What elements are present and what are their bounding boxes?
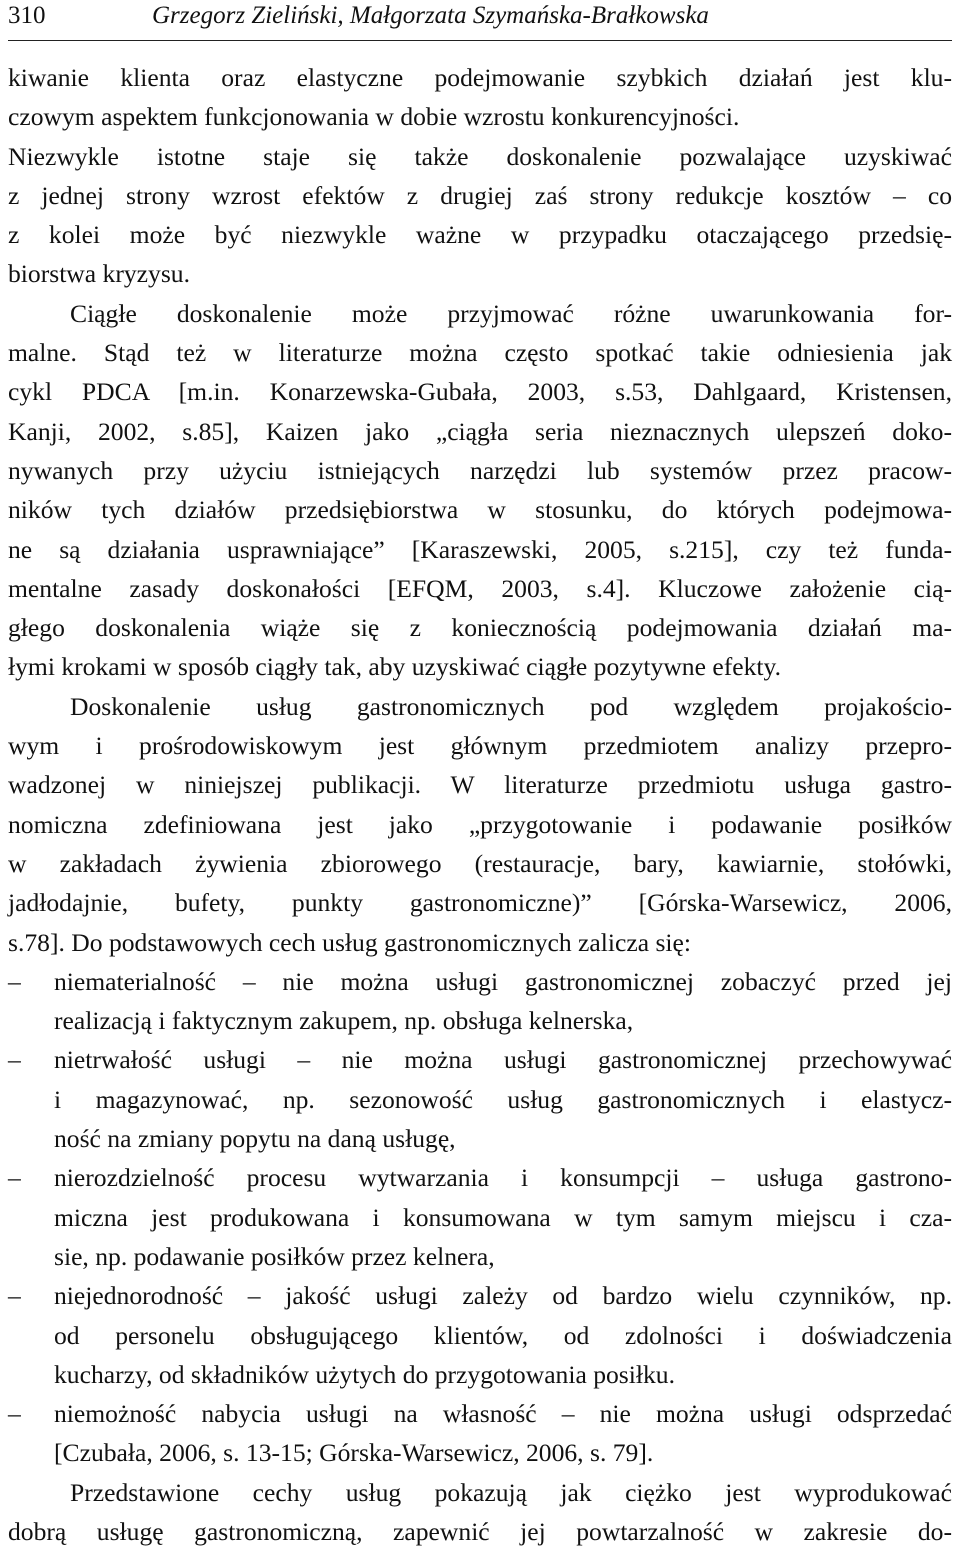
text-line: mentalne zasady doskonałości [EFQM, 2003, s.4]. Kluczowe założenie cią- xyxy=(8,573,952,603)
list-dash: – xyxy=(8,966,21,996)
text-line: Ciągłe doskonalenie może przyjmować różne uwarunkowania for- xyxy=(70,298,952,328)
text-line: kiwanie klienta oraz elastyczne podejmowanie szybkich działań jest klu- xyxy=(8,63,952,92)
text-line: wym i prośrodowiskowym jest głównym przedmiotem analizy przepro- xyxy=(8,731,952,761)
list-item xyxy=(8,1158,952,1197)
list-dash: – xyxy=(8,1399,21,1429)
list-item xyxy=(8,1040,952,1079)
text-line: biorstwa kryzysu. xyxy=(8,259,190,289)
list-item xyxy=(8,1394,952,1433)
text-line: kucharzy, od składników użytych do przygotowania posiłku. xyxy=(54,1359,675,1389)
list-item-text: niemożność nabycia usługi na własność – nie można usługi odsprzedać xyxy=(54,1399,952,1429)
text-line: wadzonej w niniejszej publikacji. W literaturze przedmiotu usługa gastro- xyxy=(8,770,952,800)
list-item-text: nierozdzielność procesu wytwarzania i konsumpcji – usługa gastrono- xyxy=(54,1163,952,1193)
page-number: 310 xyxy=(8,2,46,29)
text-line: nomiczna zdefiniowana jest jako „przygotowanie i podawanie posiłków xyxy=(8,809,952,839)
text-line: jadłodajnie, bufety, punkty gastronomiczne)” [Górska-Warsewicz, 2006, xyxy=(8,888,952,918)
text-line: s.78]. Do podstawowych cech usług gastronomicznych zalicza się: xyxy=(8,927,692,957)
text-line: i magazynować, np. sezonowość usług gastronomicznych i elastycz- xyxy=(54,1084,952,1114)
list-dash: – xyxy=(8,1281,21,1311)
list-item xyxy=(8,962,952,1001)
text-line: czowym aspektem funkcjonowania w dobie wzrostu konkurencyjności. xyxy=(8,102,740,132)
text-line: Niezwykle istotne staje się także doskonalenie pozwalające uzyskiwać xyxy=(8,141,952,171)
text-line: Kanji, 2002, s.85], Kaizen jako „ciągła seria nieznacznych ulepszeń doko- xyxy=(8,416,952,446)
list-item-text: nietrwałość usługi – nie można usługi gastronomicznej przechowywać xyxy=(54,1045,952,1075)
text-line: Doskonalenie usług gastronomicznych pod względem projakościo- xyxy=(70,691,952,721)
text-line: ników tych działów przedsiębiorstwa w stosunku, do których podejmowa- xyxy=(8,495,952,525)
text-line: łymi krokami w sposób ciągły tak, aby uzyskiwać ciągłe pozytywne efekty. xyxy=(8,652,782,682)
text-line: malne. Stąd też w literaturze można często spotkać takie odniesienia jak xyxy=(8,338,952,368)
text-line: realizacją i faktycznym zakupem, np. obsługa kelnerska, xyxy=(54,1006,634,1036)
text-line: dobrą usługę gastronomiczną, zapewnić jej powtarzalność w zakresie do- xyxy=(8,1516,952,1546)
text-line: [Czubała, 2006, s. 13-15; Górska-Warsewicz, 2006, s. 79]. xyxy=(54,1438,654,1468)
running-head: Grzegorz Zieliński, Małgorzata Szymańska-Brałkowska xyxy=(152,2,709,29)
text-line: ność na zmiany popytu na daną usługę, xyxy=(54,1124,456,1154)
text-line: z jednej strony wzrost efektów z drugiej zaś strony redukcje kosztów – co xyxy=(8,180,952,210)
text-line: sie, np. podawanie posiłków przez kelnera, xyxy=(54,1241,495,1271)
list-item-text: niematerialność – nie można usługi gastronomicznej zobaczyć przed jej xyxy=(54,966,952,996)
list-dash: – xyxy=(8,1045,21,1075)
text-line: z kolei może być niezwykle ważne w przypadku otaczającego przedsię- xyxy=(8,220,952,250)
page-header xyxy=(8,0,952,41)
body-text xyxy=(8,58,952,1551)
text-line: Przedstawione cechy usług pokazują jak ciężko jest wyprodukować xyxy=(70,1477,952,1507)
list-item xyxy=(8,1276,952,1315)
text-line: w zakładach żywienia zbiorowego (restauracje, bary, kawiarnie, stołówki, xyxy=(8,848,952,878)
list-item-text: niejednorodność – jakość usługi zależy od bardzo wielu czynników, np. xyxy=(54,1281,952,1311)
text-line: głego doskonalenia wiąże się z koniecznością podejmowania działań ma- xyxy=(8,613,952,643)
text-line: nywanych przy użyciu istniejących narzędzi lub systemów przez pracow- xyxy=(8,455,952,485)
list-dash: – xyxy=(8,1163,21,1193)
text-line: miczna jest produkowana i konsumowana w tym samym miejscu i cza- xyxy=(54,1202,952,1232)
text-line: od personelu obsługującego klientów, od zdolności i doświadczenia xyxy=(54,1320,952,1350)
text-line: cykl PDCA [m.in. Konarzewska-Gubała, 2003, s.53, Dahlgaard, Kristensen, xyxy=(8,377,952,407)
text-line: ne są działania usprawniające” [Karaszewski, 2005, s.215], czy też funda- xyxy=(8,534,952,564)
